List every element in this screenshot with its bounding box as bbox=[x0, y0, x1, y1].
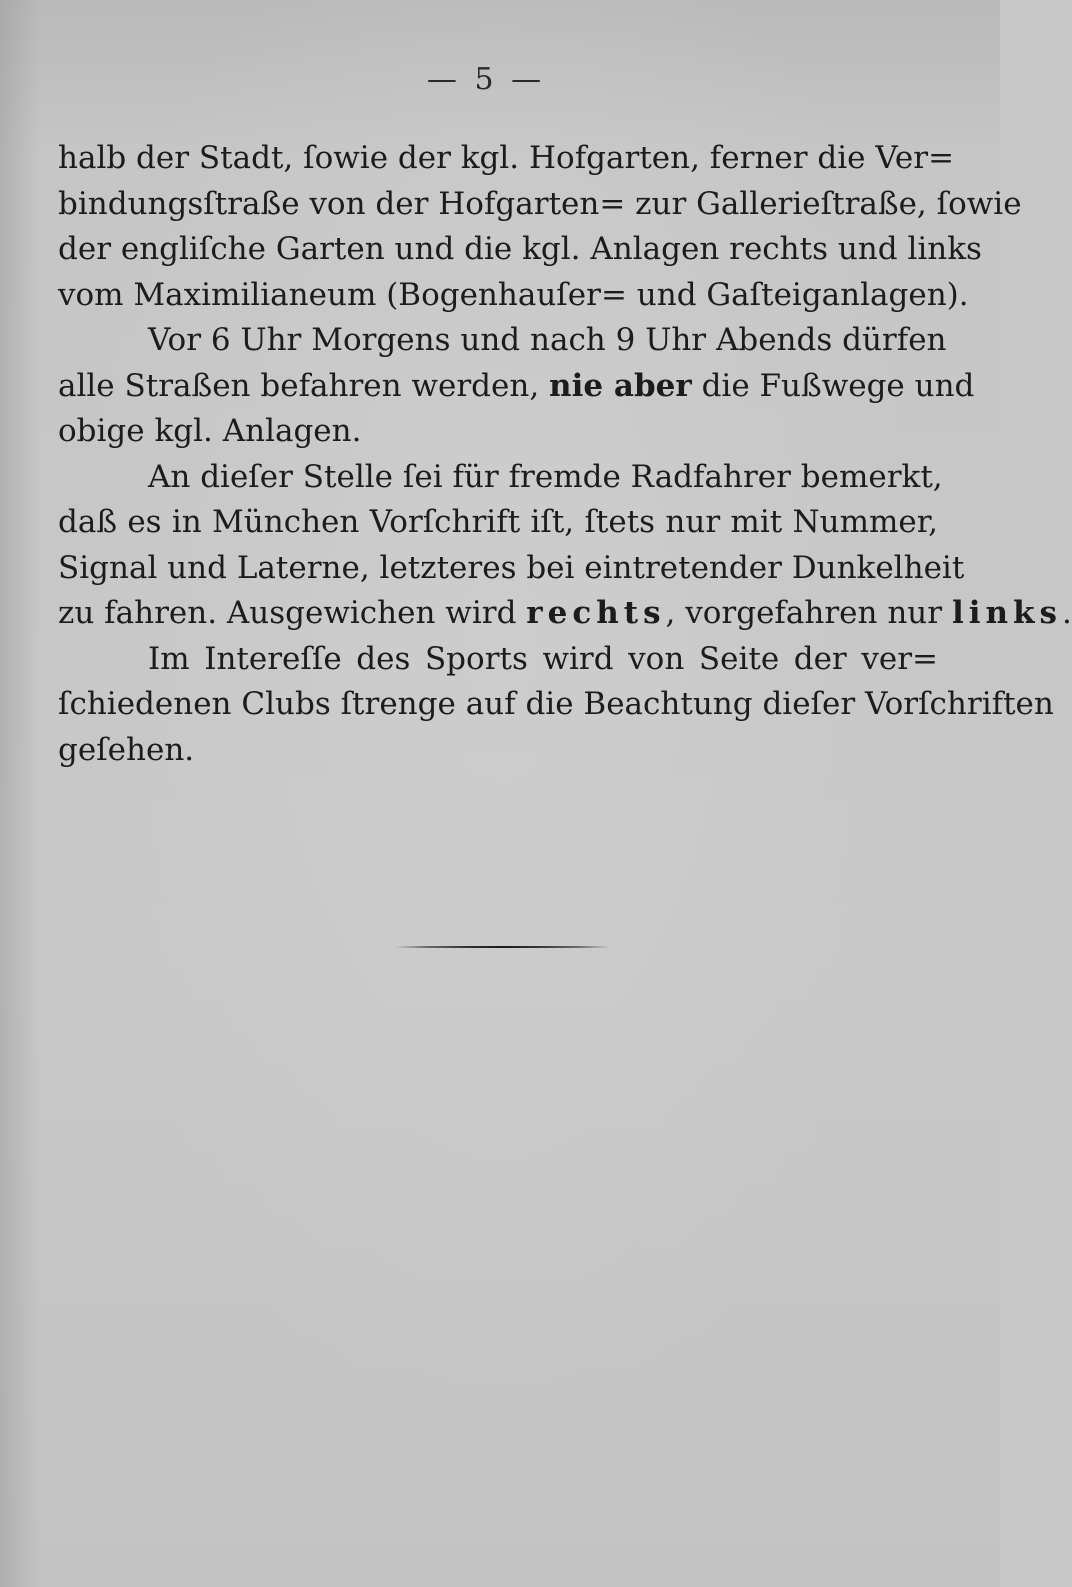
section-divider bbox=[395, 946, 610, 948]
text-line: der engliſche Garten und die kgl. Anlagen rechts und links bbox=[58, 231, 982, 267]
text-line: geſehen. bbox=[58, 731, 195, 768]
text-line: An dieſer Stelle ſei für fremde Radfahrer bemerkt, bbox=[148, 458, 943, 495]
text-fragment: . bbox=[1061, 595, 1072, 631]
emphasis-text: nie aber bbox=[549, 367, 692, 404]
text-fragment: zu fahren. Ausgewichen wird bbox=[58, 595, 517, 631]
emphasis-text: rechts bbox=[526, 595, 666, 631]
text-fragment: alle Straßen befahren werden, bbox=[58, 367, 540, 404]
emphasis-text: links bbox=[951, 595, 1062, 631]
text-line bbox=[58, 591, 1072, 637]
text-line: obige kgl. Anlagen. bbox=[58, 413, 362, 449]
text-line: Im Intereſſe des Sports wird von Seite der ver= bbox=[148, 640, 938, 677]
text-line bbox=[58, 364, 975, 410]
text-line: Vor 6 Uhr Morgens und nach 9 Uhr Abends dürfen bbox=[148, 322, 947, 358]
text-line: daß es in München Vorſchrift iſt, ſtets nur mit Nummer, bbox=[58, 504, 938, 540]
text-fragment: die Fußwege und bbox=[701, 367, 975, 404]
text-line: Signal und Laterne, letzteres bei eintretender Dunkelheit bbox=[58, 549, 965, 586]
text-line: bindungsſtraße von der Hofgarten= zur Gallerieſtraße, ſowie bbox=[58, 185, 1022, 222]
text-line: halb der Stadt, ſowie der kgl. Hofgarten, ferner die Ver= bbox=[58, 140, 955, 176]
body-text bbox=[58, 136, 1072, 773]
text-line: vom Maximilianeum (Bogenhauſer= und Gaſteiganlagen). bbox=[58, 276, 969, 313]
text-line: ſchiedenen Clubs ſtrenge auf die Beachtung dieſer Vorſchriften bbox=[58, 686, 1054, 722]
page-number: — 5 — bbox=[426, 62, 546, 97]
text-fragment: , vorgefahren nur bbox=[665, 595, 943, 631]
